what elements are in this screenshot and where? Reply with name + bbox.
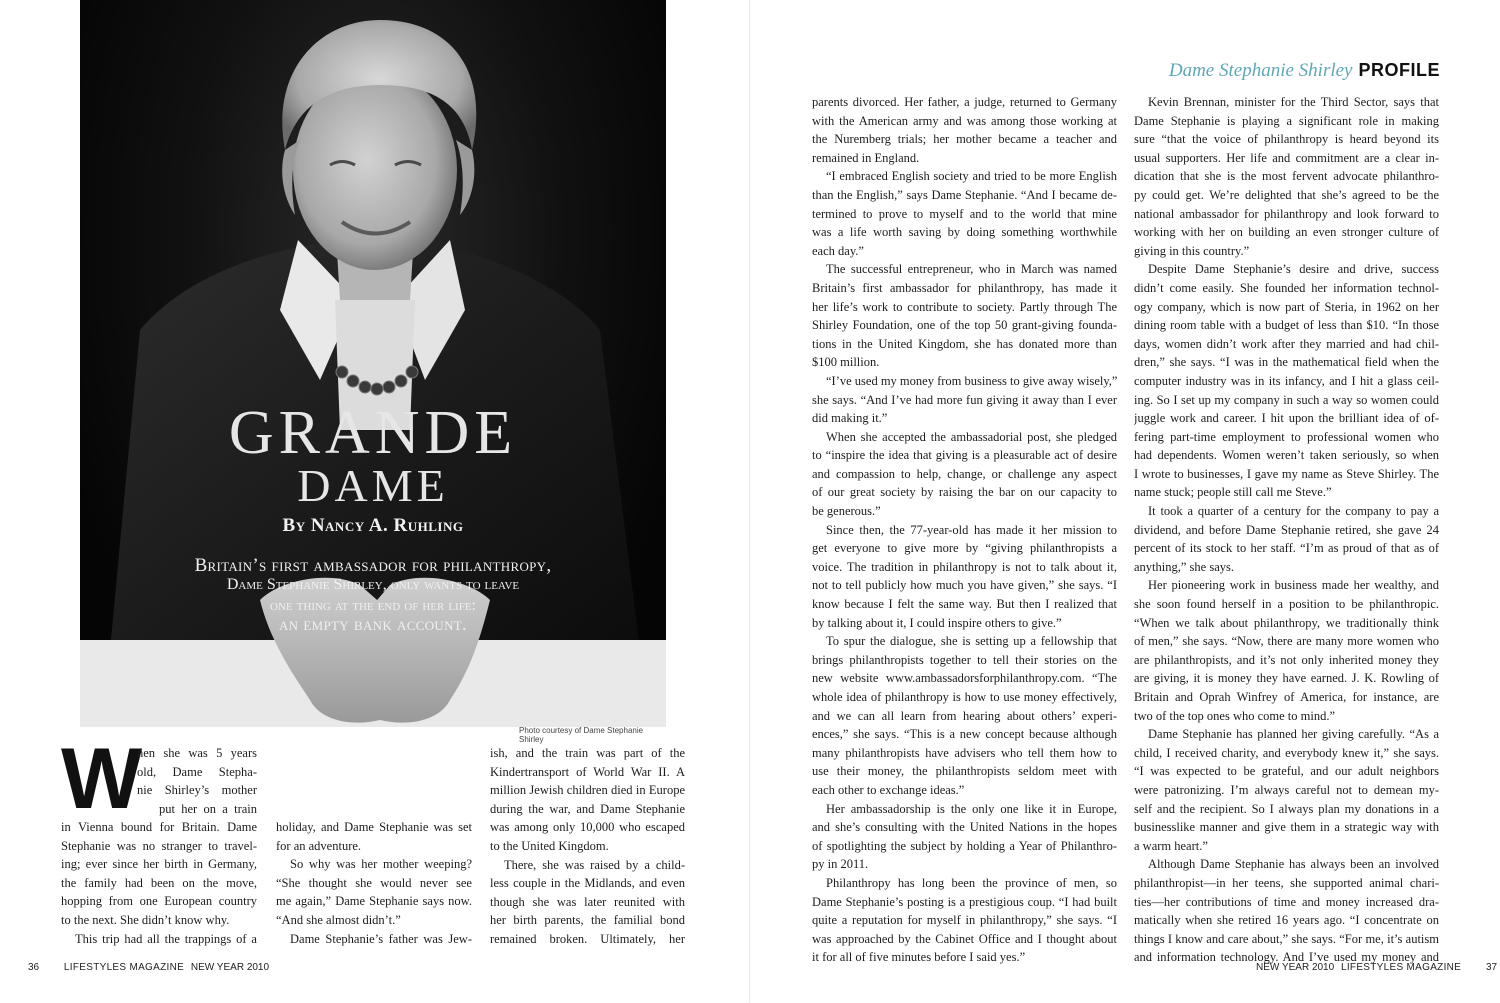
text-line: “And she almost didn’t.” (276, 912, 401, 927)
text-line: are philanthropists, and it’s not only inherited money they (1134, 652, 1439, 667)
text-line: philanthropist—in her teens, she supported animal chari- (1134, 875, 1439, 890)
text-line: ogy company, which is now part of Steria, in 1962 on her (1134, 299, 1439, 314)
text-line: anything,” she says. (1134, 559, 1234, 574)
text-line: dining room table with a budget of less than $10. “In those (1134, 318, 1439, 333)
text-line: “When we talk about philanthropy, we traditionally think (1134, 615, 1439, 630)
text-line: businesslike manner and give them in a strategic way with (1134, 820, 1439, 835)
left-column-2 (276, 818, 472, 948)
text-line: $100 million. (812, 355, 880, 370)
page-gutter (749, 0, 751, 1003)
text-line: not to tell publicly how much you have given,” she says. “I (812, 578, 1117, 593)
text-line: tions in the United Kingdom, she has donated more than (812, 336, 1117, 351)
text-line: didn’t come easily. She founded her information technol- (1134, 280, 1439, 295)
text-line: working with her on building an even stronger culture of (1134, 225, 1439, 240)
running-head-name: Dame Stephanie Shirley (1168, 60, 1353, 81)
text-line: for an adventure. (276, 838, 362, 853)
text-line: whole idea of philanthropy is how to use money effectively, (812, 690, 1117, 704)
text-line: and we can all learn from hearing about others’ experi- (812, 708, 1117, 723)
text-line: of spotlighting the subject by holding a Year of Philanthro- (812, 838, 1117, 853)
text-line: million Jewish children died in Europe (490, 783, 685, 798)
text-line: Shirley Foundation, one of the top 50 grant-giving founda- (812, 318, 1117, 333)
text-line: py could get. We’re delighted that she’s agreed to be the (1134, 187, 1439, 202)
text-line: Despite Dame Stephanie’s desire and drive, success (1148, 262, 1439, 277)
page-number: 37 (1485, 962, 1498, 973)
text-line: sure “that the voice of philanthropy is heard beyond its (1134, 132, 1439, 147)
text-line: get everyone to give more by “giving philanthropists a (812, 541, 1117, 556)
right-column-2 (1134, 93, 1439, 967)
text-line: “I’ve used my money from business to give away wisely,” (826, 373, 1117, 388)
headline-title-line-2: DAME (297, 460, 449, 511)
text-line: with the American army and was among those working at (812, 113, 1117, 128)
text-line: though she was later reunited with (490, 894, 685, 909)
text-line: the family had been on the move, (61, 875, 257, 890)
text-line: Kevin Brennan, minister for the Third Sector, says that (1148, 95, 1439, 109)
text-line: did making it.” (812, 411, 888, 426)
text-line: me again,” Dame Stephanie says now. (276, 894, 472, 909)
text-line: Since then, the 77-year-old has made it her mission to (826, 522, 1117, 537)
drop-cap: W (61, 731, 143, 827)
text-line: Dame Stephanie has planned her giving carefully. “As a (1148, 727, 1439, 742)
text-line: Dame Stephanie is playing a significant role in making (1134, 113, 1439, 128)
text-line: was approached by the Cabinet Office and I thought about (812, 931, 1117, 946)
text-line: each other to exchange ideas.” (812, 782, 965, 797)
text-line: Although Dame Stephanie has always been an involved (1148, 857, 1439, 872)
text-line: brings philanthropists together to tell their stories on the (812, 652, 1117, 667)
text-line: juggle work and career. I hit upon the brilliant idea of of- (1134, 411, 1439, 426)
text-line: and information technology. And I’ve used my money and (1134, 950, 1439, 965)
text-line: name stuck; people still call me Steve.” (1134, 485, 1332, 500)
text-line: Dame Stephanie’s father was Jew- (290, 931, 472, 946)
text-line: had dependents. Women weren’t taken seriously, so when (1134, 448, 1439, 463)
text-line: two of the top ones who come to mind.” (1134, 708, 1336, 723)
text-line: things I know and care about,” she says. “For me, it’s autism (1134, 931, 1439, 946)
photo-credit: Photo courtesy of Dame Stephanie Shirley (519, 726, 644, 744)
right-column-1 (812, 93, 1117, 967)
text-line: many philanthropists have advisers who tell them how to (812, 745, 1117, 760)
text-line: was among only 10,000 who escaped (490, 820, 685, 835)
text-line: hopping from one European country (61, 894, 257, 909)
right-folio (1256, 962, 1497, 973)
text-line: are giving, it is money they have earned. J. K. Rowling of (1134, 671, 1439, 686)
text-line: by talking about it, I could inspire others to give.” (812, 615, 1062, 630)
text-line: When she accepted the ambassadorial post, she pledged (826, 429, 1117, 444)
text-line: hen she was 5 years (137, 746, 257, 760)
text-line: ish, and the train was part of the (490, 746, 685, 760)
text-line: ences,” she says. “This is a new concept because although (812, 727, 1117, 742)
issue-label: NEW YEAR 2010 (1256, 962, 1335, 973)
text-line: The successful entrepreneur, who in March was named (826, 262, 1117, 277)
text-line: So why was her mother weeping? (290, 857, 472, 872)
left-column-1 (137, 744, 257, 818)
text-line: than the English,” says Dame Stephanie. “And I became de- (812, 187, 1117, 202)
text-line: put her on a train (159, 801, 257, 816)
text-line: national ambassador for philanthropy and look forward to (1134, 206, 1439, 221)
text-line: Her ambassadorship is the only one like it in Europe, (826, 801, 1117, 816)
text-line: ties—her contributions of time and money increased dra- (1134, 894, 1439, 909)
text-line: percent of its stock to her staff. “I’m as proud of that as of (1134, 541, 1439, 556)
text-line: and she’s consulting with the United Nations in the hopes (812, 820, 1117, 835)
text-line: “I was expected to be grateful, and our adult neighbors (1134, 764, 1439, 779)
text-line: matically when she retired 16 years ago. “I concentrate on (1134, 913, 1439, 928)
headline-title-line-1: GRANDE (228, 399, 518, 467)
magazine-name: LIFESTYLES MAGAZINE (63, 962, 185, 973)
text-line: to “inspire the idea that giving is a pleasurable act of desire (812, 448, 1117, 463)
deck-line-2: Dame Stephanie Shirley, only wants to leave (226, 576, 520, 593)
text-line: remained in England. (812, 150, 920, 165)
text-line: of men,” she says. “Now, there are many more women who (1134, 634, 1439, 649)
text-line: To spur the dialogue, she is setting up a fellowship that (826, 634, 1117, 649)
text-line: old, Dame Stepha- (137, 764, 257, 779)
text-line: each day.” (812, 243, 864, 258)
text-line: Dame Stephanie’s posting is a prestigious coup. “I had built (812, 894, 1117, 909)
text-line: she soon found herself in a position to be philanthropic. (1134, 597, 1439, 612)
deck-line-3: one thing at the end of her life: (270, 597, 476, 614)
text-line: Britain’s first ambassador for philanthropy, has made it (812, 280, 1117, 295)
text-line: know because I felt the same way. But then I realized that (812, 597, 1117, 612)
text-line: days, women didn’t work after they married and had chil- (1134, 336, 1439, 351)
left-column-1-cont (61, 818, 257, 948)
text-line: of our great society by raising the bar on our capacity to (812, 485, 1117, 500)
text-line: “I embraced English society and tried to be more English (826, 169, 1117, 184)
byline: By Nancy A. Ruhling (282, 515, 464, 536)
text-line: ing; ever since her birth in Germany, (61, 857, 257, 872)
text-line: self and the recipient. So I always plan my donations in a (1134, 801, 1439, 816)
text-line: during the war, and Dame Stephanie (490, 801, 685, 816)
text-line: Stephanie was no stranger to travel- (61, 838, 257, 853)
text-line: in Vienna bound for Britain. Dame (61, 820, 257, 834)
text-line: less couple in the Midlands, and even (490, 876, 685, 891)
text-line: child, I received charity, and everybody knew it,” she says. (1134, 745, 1439, 760)
text-line: giving in this country.” (1134, 243, 1250, 258)
text-line: nie Shirley’s mother (137, 783, 257, 798)
text-line: dividend, and before Dame Stephanie retired, she gave 24 (1134, 522, 1439, 537)
text-line: to the United Kingdom. (490, 838, 609, 853)
text-line: her life’s work to contribute to society. Partly through The (812, 299, 1117, 314)
text-line: holiday, and Dame Stephanie was set (276, 820, 472, 834)
text-line: termined to prove to myself and to the world that mine (812, 206, 1117, 221)
left-folio (28, 962, 269, 973)
text-line: voice. The tradition in philanthropy is not to talk about it, (812, 559, 1117, 574)
text-line: were patronizing. I’m always careful not to demean my- (1134, 782, 1439, 797)
issue-label: NEW YEAR 2010 (190, 962, 270, 973)
text-line: There, she was raised by a child- (504, 857, 685, 872)
text-line: I wrote to businesses, I gave my name as Steve Shirley. The (1134, 466, 1439, 481)
text-line: Kindertransport of World War II. A (490, 764, 685, 779)
text-line: fering part-time employment to professional women who (1134, 429, 1439, 444)
text-line: “She thought she would never see (276, 875, 472, 890)
text-line: This trip had all the trappings of a (75, 931, 257, 946)
text-line: usual supporters. Her life and commitment are a clear in- (1134, 150, 1439, 165)
running-head (1169, 60, 1440, 82)
deck-line-1: Britain’s first ambassador for philanthropy, (194, 555, 552, 576)
left-column-3 (490, 744, 685, 949)
text-line: use their money, the philanthropists seldom meet with (812, 764, 1117, 779)
text-line: Britain and Oprah Winfrey of America, for instance, are (1134, 690, 1439, 704)
text-line: to the next. She didn’t know why. (61, 912, 230, 927)
text-line: computer industry was in its infancy, and I hit a glass ceil- (1134, 373, 1439, 388)
deck-line-4: an empty bank account. (278, 614, 468, 635)
page-number: 36 (28, 962, 40, 973)
running-head-section: PROFILE (1358, 60, 1440, 80)
text-line: It took a quarter of a century for the company to pay a (1148, 504, 1439, 519)
magazine-name: LIFESTYLES MAGAZINE (1340, 962, 1462, 973)
text-line: and compassion to help, change, or challenge any aspect (812, 466, 1117, 481)
text-line: it for all of five minutes before I said yes.” (812, 950, 1026, 965)
text-line: be generous.” (812, 504, 881, 519)
text-line: Her pioneering work in business made her wealthy, and (1148, 578, 1439, 593)
text-line: remained broken. Ultimately, her (490, 931, 685, 946)
text-line: parents divorced. Her father, a judge, returned to Germany (812, 95, 1117, 109)
text-line: dren,” she says. “I was in the mathematical field when the (1134, 355, 1439, 370)
text-line: new website www.ambassadorsforphilanthropy.com. “The (812, 671, 1117, 686)
text-line: a warm heart.” (1134, 838, 1208, 853)
text-line: py in 2011. (812, 857, 869, 872)
text-line: her birth parents, the familial bond (490, 913, 685, 928)
text-line: dication that she is the most fervent advocate philanthro- (1134, 169, 1439, 184)
text-line: quite a reputation for myself in philanthropy,” she says. “I (812, 913, 1117, 928)
text-line: was a life worth saving by doing something worthwhile (812, 225, 1117, 240)
text-line: she says. “And I’ve had more fun giving it away than I ever (812, 392, 1117, 407)
text-line: Philanthropy has long been the province of men, so (826, 875, 1117, 890)
text-line: ing. So I set up my company in such a way so women could (1134, 392, 1439, 407)
text-line: the Nuremberg trials; her mother became a teacher and (812, 132, 1117, 147)
